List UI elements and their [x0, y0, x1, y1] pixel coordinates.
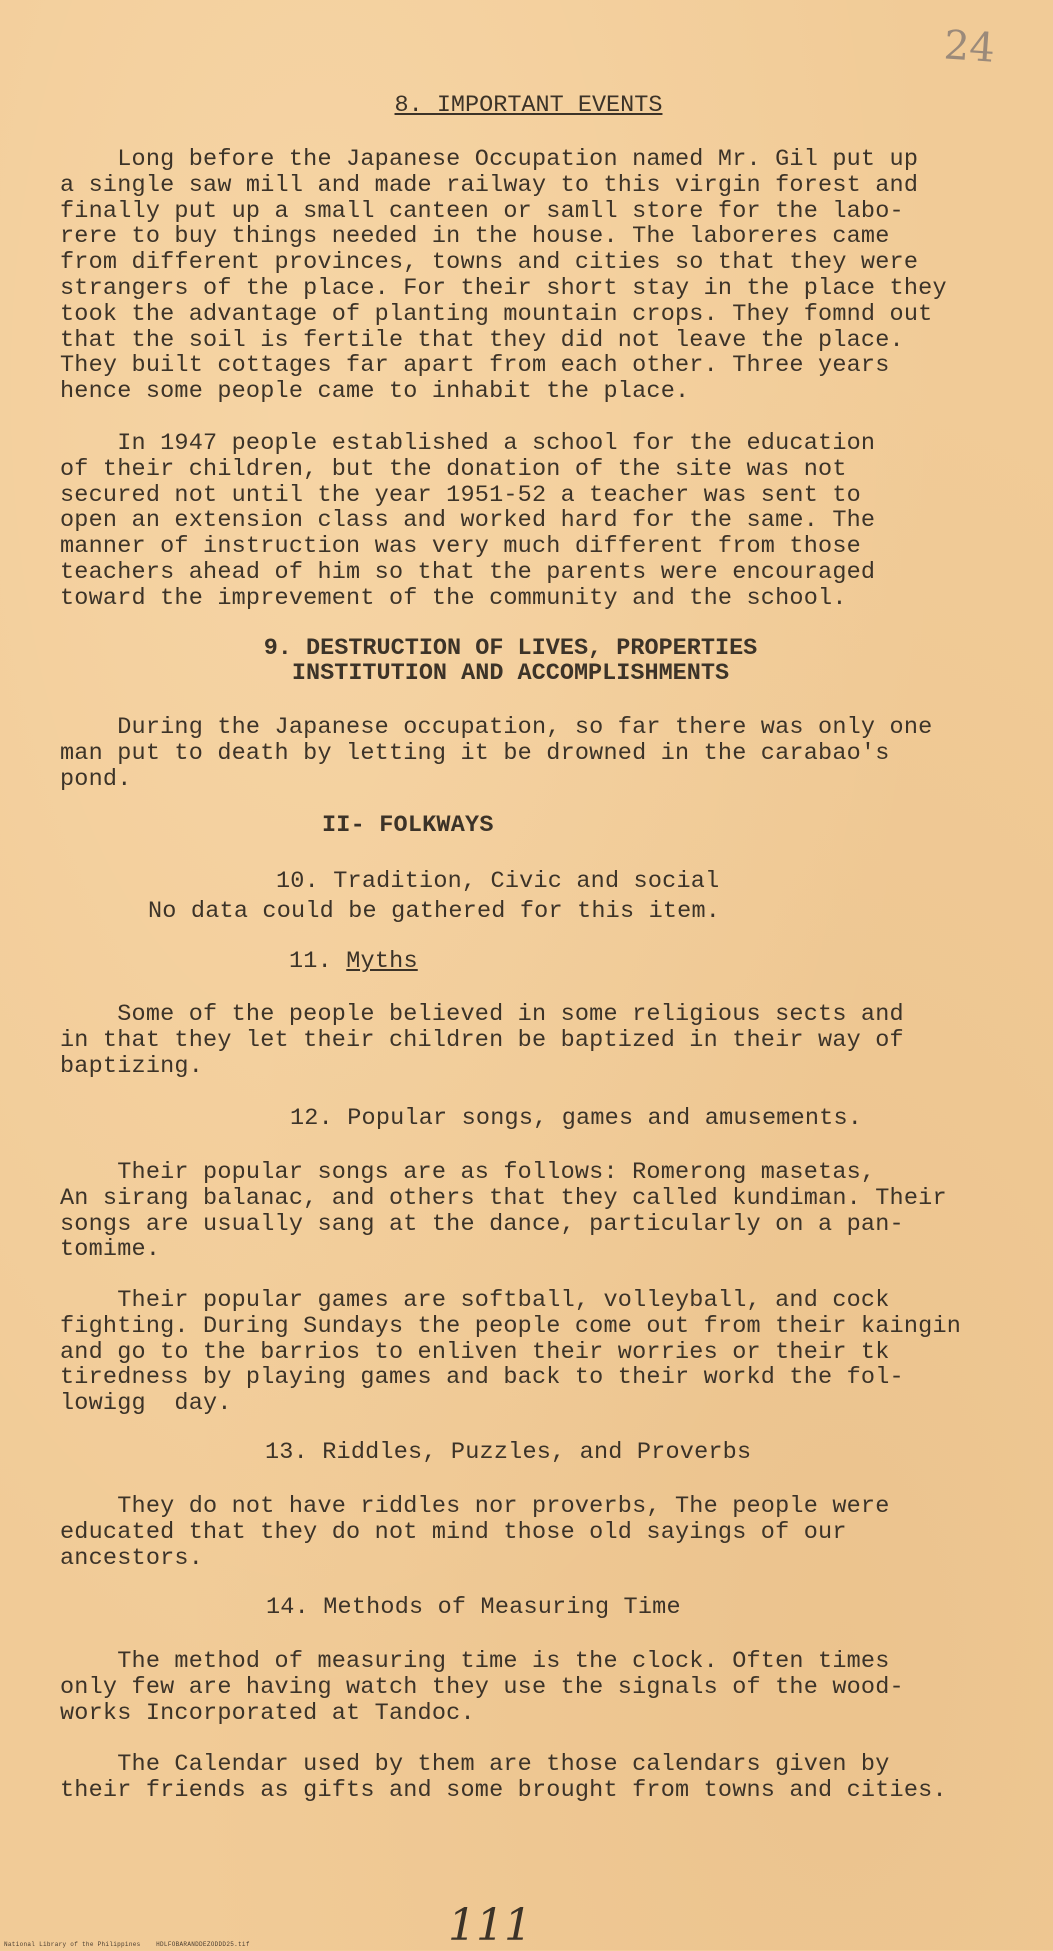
page-mark: 24: [942, 22, 997, 72]
page-number: 111: [448, 1900, 532, 1951]
heading-songs-games: 12. Popular songs, games and amusements.: [290, 1105, 863, 1132]
heading-important-events: 8. IMPORTANT EVENTS: [394, 92, 663, 119]
paragraph-measuring-time-1: The method of measuring time is the clock. Often times only few are having watch they use the signals of the wood- works Incorporated at Tandoc.: [60, 1648, 904, 1727]
paragraph-myths: Some of the people believed in some religious sects and in that they let their children be baptized in their way of baptizing.: [60, 1001, 904, 1080]
heading-folkways: II- FOLKWAYS: [322, 812, 494, 839]
paragraph-destruction: During the Japanese occupation, so far there was only one man put to death by letting it be drowned in the carabao's pond.: [60, 714, 933, 793]
paragraph-important-events-2: In 1947 people established a school for the education of their children, but the donation of the site was not secured not until the year 1951-52 a teacher was sent to open an extension class and worked hard for the same. The manner of instruction was very much different from those teachers ahead of him so that the parents were encouraged toward the imprevement of the community and the school.: [60, 430, 876, 612]
paragraph-important-events-1: Long before the Japanese Occupation named Mr. Gil put up a single saw mill and made railway to this virgin forest and finally put up a small canteen or samll store for the labo- rere to buy things needed in the house. The laboreres came from different provinces, towns and cities so that they were strangers of the place. For their short stay in the place they took the advantage of planting mountain crops. They fomnd out that the soil is fertile that they did not leave the place. They built cottages far apart from each other. Three years hence some people came to inhabit the place.: [60, 146, 947, 406]
heading-destruction-line-1: 9. DESTRUCTION OF LIVES, PROPERTIES: [263, 635, 758, 662]
heading-measuring-time: 14. Methods of Measuring Time: [266, 1594, 681, 1621]
myths-title: Myths: [346, 948, 418, 975]
myths-number: 11.: [289, 948, 332, 975]
heading-riddles: 13. Riddles, Puzzles, and Proverbs: [265, 1439, 752, 1466]
heading-tradition: 10. Tradition, Civic and social: [276, 868, 720, 895]
paragraph-songs: Their popular songs are as follows: Romerong masetas, An sirang balanac, and others that they called kundiman. Their songs are usually sang at the dance, particularly on a pan- tomime.: [60, 1159, 947, 1264]
heading-destruction-line-2: INSTITUTION AND ACCOMPLISHMENTS: [291, 660, 730, 687]
scan-footer: National Library of the Philippines HDLFOBARANDDEZODDD25.tif: [4, 1941, 250, 1948]
paragraph-measuring-time-2: The Calendar used by them are those calendars given by their friends as gifts and some brought from towns and cities.: [60, 1751, 947, 1804]
heading-myths: [289, 949, 418, 975]
tradition-no-data: No data could be gathered for this item.: [148, 898, 721, 925]
paragraph-games: Their popular games are softball, volleyball, and cock fighting. During Sundays the people come out from their kaingin and go to the barrios to enliven their worries or their tk tiredness by playing games and back to their workd the fol- lowigg day.: [60, 1287, 962, 1418]
paragraph-riddles: They do not have riddles nor proverbs, The people were educated that they do not mind those old sayings of our ancestors.: [60, 1493, 890, 1572]
